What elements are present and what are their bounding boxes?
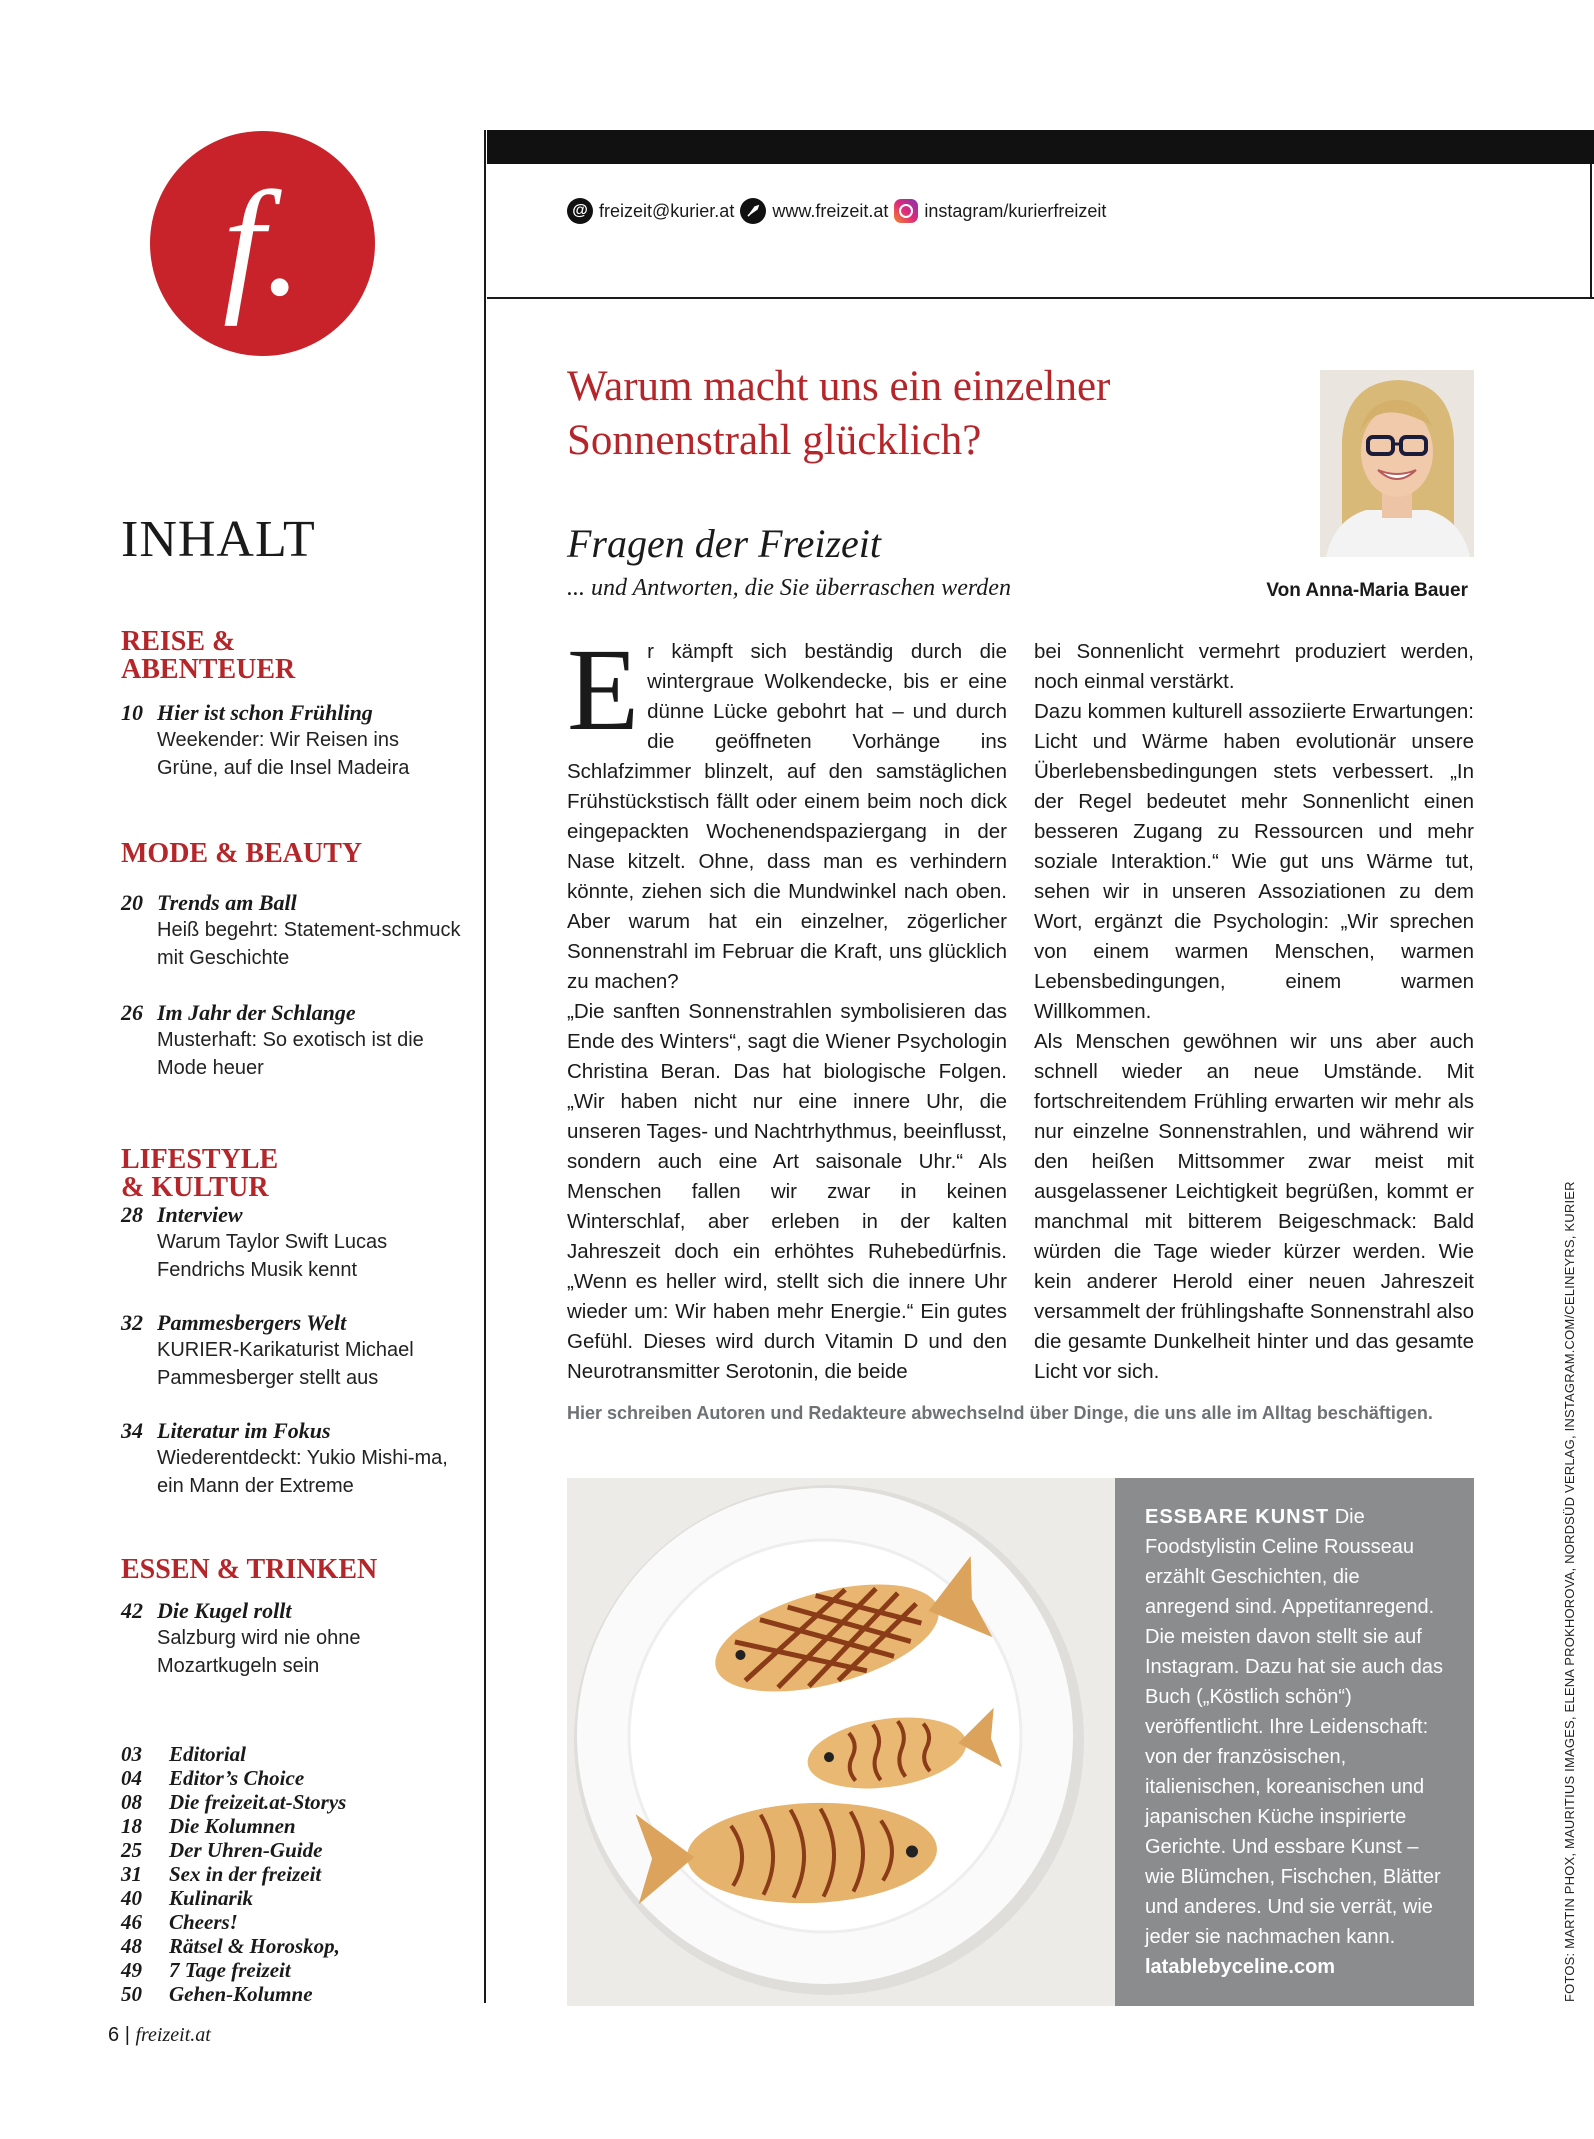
section-title-reise: REISE & ABENTEUER bbox=[121, 626, 296, 685]
page-list-item[interactable]: 49 7 Tage freizeit bbox=[121, 1958, 291, 1982]
section-title-mode: MODE & BEAUTY bbox=[121, 838, 363, 869]
instagram-icon bbox=[894, 199, 918, 223]
instagram-link[interactable]: instagram/kurierfreizeit bbox=[924, 200, 1107, 221]
footer-separator: | bbox=[124, 2024, 130, 2046]
toc-entry[interactable]: 34 Literatur im Fokus Wiederentdeckt: Yukio Mishi-ma, ein Mann der Extreme bbox=[121, 1418, 448, 1497]
contact-row bbox=[567, 198, 1106, 224]
article-column-1 bbox=[567, 624, 1007, 1387]
paragraph: „Die sanften Sonnenstrahlen symbolisieren das Ende des Winters“, sagt die Wiener Psychologin Christina Beran. Das hat biologische Folgen. „Wir haben nicht nur eine innere Uhr, die unseren Tages- und Nachtrhythmus, beeinflusst, sondern auch eine Art saisonale Uhr.“ Als Menschen fallen wir zwar in keinen Winterschlaf, aber erleben in der kalten Jahreszeit doch ein erhöhtes Ruhebedürfnis. „Wenn es heller wird, stellt sich die innere Uhr wieder um: Wir haben mehr Energie.“ Ein gutes Gefühl. Dieses wird durch Vitamin D und den Neurotransmitter Serotonin, die beide bbox=[567, 1000, 1007, 1383]
page-footer bbox=[108, 2024, 211, 2047]
author-portrait bbox=[1320, 370, 1474, 557]
top-black-bar bbox=[487, 130, 1594, 164]
column-footnote: Hier schreiben Autoren und Redakteure abwechselnd über Dinge, die uns alle im Alltag beschäftigen. bbox=[567, 1403, 1433, 1423]
header-divider bbox=[487, 297, 1594, 299]
paragraph: bei Sonnenlicht vermehrt produziert werden, noch einmal verstärkt. bbox=[1034, 640, 1474, 693]
page-list-item[interactable]: 46 Cheers! bbox=[121, 1910, 238, 1934]
freizeit-logo bbox=[150, 131, 375, 356]
drop-cap: E bbox=[567, 624, 640, 755]
toc-entry[interactable]: 26 Im Jahr der Schlange Musterhaft: So exotisch ist die Mode heuer bbox=[121, 1000, 424, 1079]
page-list-item[interactable]: 40 Kulinarik bbox=[121, 1886, 254, 1910]
page-list-item[interactable]: 08 Die freizeit.at-Storys bbox=[121, 1790, 347, 1814]
column-kicker: Fragen der Freizeit bbox=[567, 521, 882, 566]
column-subkicker: ... und Antworten, die Sie überraschen werden bbox=[567, 575, 1011, 601]
page-list-item[interactable]: 48 Rätsel & Horoskop, bbox=[121, 1934, 340, 1958]
author-byline: Von Anna-Maria Bauer bbox=[1266, 580, 1468, 601]
info-box bbox=[1115, 1478, 1474, 2006]
info-box-lead: ESSBARE KUNST bbox=[1145, 1506, 1330, 1528]
toc-entry[interactable]: 42 Die Kugel rollt Salzburg wird nie ohne Mozartkugeln sein bbox=[121, 1598, 361, 1677]
page-list-item[interactable]: 25 Der Uhren-Guide bbox=[121, 1838, 323, 1862]
page-list-item[interactable]: 50 Gehen-Kolumne bbox=[121, 1982, 313, 2006]
toc-entry[interactable]: 10 Hier ist schon Frühling Weekender: Wir Reisen ins Grüne, auf die Insel Madeira bbox=[121, 700, 410, 779]
photo-credits: FOTOS: MARTIN PHOX, MAURITIUS IMAGES, ELENA PROKHOROVA, NORDSÜD VERLAG, INSTAGRAM.COM/CELINEYRS, KURIER bbox=[1562, 1181, 1577, 2002]
toc-entry[interactable]: 20 Trends am Ball Heiß begehrt: Statement-schmuck mit Geschichte bbox=[121, 890, 461, 969]
toc-entry[interactable]: 32 Pammesbergers Welt KURIER-Karikaturist Michael Pammesberger stellt aus bbox=[121, 1310, 414, 1389]
page-list-item[interactable]: 03 Editorial bbox=[121, 1742, 247, 1766]
toc-entry[interactable]: 28 Interview Warum Taylor Swift Lucas Fendrichs Musik kennt bbox=[121, 1202, 388, 1281]
logo-letter: f. bbox=[222, 161, 303, 327]
page-list-item[interactable]: 31 Sex in der freizeit bbox=[121, 1862, 322, 1886]
page-number: 6 bbox=[108, 2024, 120, 2046]
info-box-url[interactable]: latablebyceline.com bbox=[1145, 1956, 1336, 1978]
section-title-essen: ESSEN & TRINKEN bbox=[121, 1554, 378, 1585]
email-icon: @ bbox=[567, 198, 593, 224]
article-column-2 bbox=[1034, 637, 1474, 1387]
section-title-lifestyle: LIFESTYLE & KULTUR bbox=[121, 1144, 279, 1203]
article-headline: Warum macht uns ein einzelner Sonnenstrahl glücklich? bbox=[567, 363, 1111, 464]
info-box-text: Die Foodstylistin Celine Rousseau erzählt Geschichten, die anregend sind. Appetitanregend. Die meisten davon stellt sie auf Instagram. Dazu hat sie auch das Buch („Köstlich schön“) veröffentlicht. Ihre Leidenschaft: von der französischen, italienischen, koreanischen und japanischen Küche inspirierte Gerichte. Und essbare Kunst – wie Blümchen, Fischchen, Blätter und anderes. Und sie verrät, wie jeder sie nachmachen kann. bbox=[1145, 1506, 1443, 1948]
page-list-item[interactable]: 18 Die Kolumnen bbox=[121, 1814, 296, 1838]
page-list-item[interactable]: 04 Editor’s Choice bbox=[121, 1766, 305, 1790]
rocket-icon bbox=[740, 198, 766, 224]
paragraph: Als Menschen gewöhnen wir uns aber auch schnell wieder an neue Umstände. Mit fortschreitendem Frühling erwarten wir mehr als nur einzelne Sonnenstrahlen, und während wir den heißen Mittsommer zwar meist mit ausgelassener Leichtigkeit begrüßen, kommt er manchmal mit bitterem Beigeschmack: Bald würden die Tage wieder kürzer werden. Wie kein anderer Herold einer neuen Jahreszeit versammelt der frühlingshafte Sonnenstrahl also die gesamte Dunkelheit hinter und das gesamte Licht vor sich. bbox=[1034, 1030, 1474, 1383]
paragraph: r kämpft sich beständig durch die wintergraue Wolkendecke, bis er eine dünne Lücke gebohrt hat – und durch die geöffneten Vorhänge ins Schlafzimmer blinzelt, auf den samstäglichen Frühstückstisch fällt oder einem beim noch dick eingepackten Wochenendspaziergang in der Nase kitzelt. Ohne, dass man es verhindern könnte, ziehen sich die Mundwinkel nach oben. Aber warum hat ein einzelner, zögerlicher Sonnenstrahl im Februar die Kraft, uns glücklich zu machen? bbox=[567, 640, 1007, 993]
column-divider bbox=[484, 130, 486, 2003]
footer-brand: freizeit.at bbox=[135, 2024, 211, 2046]
web-link[interactable]: www.freizeit.at bbox=[772, 200, 889, 221]
fish-pastry-photo bbox=[567, 1478, 1115, 2006]
page-list bbox=[121, 1742, 346, 2006]
email-link[interactable]: freizeit@kurier.at bbox=[599, 200, 735, 221]
contents-heading: INHALT bbox=[121, 511, 316, 568]
paragraph: Dazu kommen kulturell assoziierte Erwartungen: Licht und Wärme haben evolutionär unsere Überlebensbedingungen stets verbessert. „In der Regel bedeutet mehr Sonnenlicht einen besseren Zugang zu Ressourcen und mehr soziale Interaktion.“ Wie gut uns Wärme tut, sehen wir in unseren Assoziationen zu dem Wort, ergänzt die Psychologin: „Wir sprechen von einem warmen Menschen, warmen Lebensbedingungen, einem warmen Willkommen. bbox=[1034, 700, 1474, 1023]
header-right-rule bbox=[1590, 164, 1592, 299]
